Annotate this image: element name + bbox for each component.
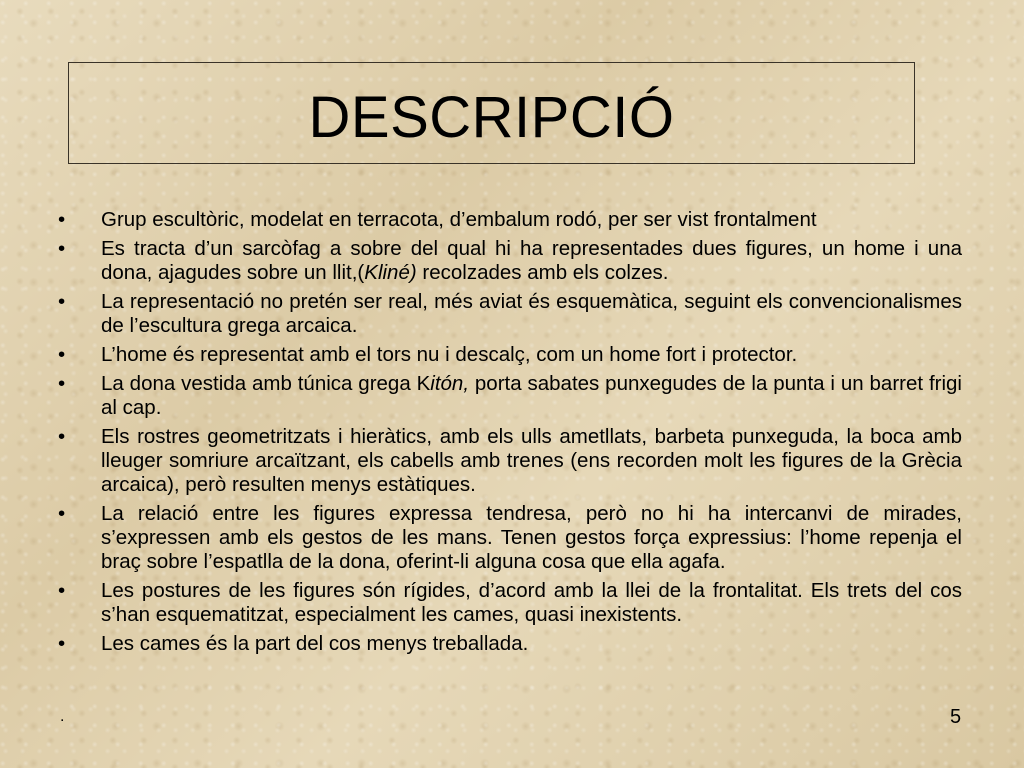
bullet-text: Grup escultòric, modelat en terracota, d’embalum rodó, per ser vist frontalment [101, 208, 817, 231]
slide-title: DESCRIPCIÓ [308, 85, 675, 150]
bullet-dot: • [58, 579, 66, 602]
bullet-dot: • [58, 343, 66, 366]
bullet-dot: • [58, 502, 66, 525]
bullet-item [58, 372, 962, 420]
bullet-item [58, 290, 962, 338]
bullet-dot: • [58, 208, 66, 231]
bullet-text: porta sabates punxegudes de la punta i un barret frigi al cap. [101, 372, 962, 419]
bullet-item [58, 502, 962, 574]
bullet-item [58, 208, 962, 232]
bullet-text: Les cames és la part del cos menys treballada. [101, 632, 529, 655]
bullet-text: Kliné) [364, 261, 417, 284]
bullet-item [58, 343, 962, 367]
footer-mark: . [60, 708, 65, 725]
page-number: 5 [950, 706, 962, 728]
bullet-dot: • [58, 632, 66, 655]
bullet-text: La representació no pretén ser real, més aviat és esquemàtica, seguint els convencionalismes de l’escultura grega arcaica. [101, 290, 962, 337]
title-box [68, 62, 915, 164]
bullet-text: Les postures de les figures són rígides, d’acord amb la llei de la frontalitat. Els trets del cos s’han esquematitzat, especialment les cames, quasi inexistents. [101, 579, 962, 626]
bullet-dot: • [58, 372, 66, 395]
bullet-text: recolzades amb els colzes. [416, 261, 669, 284]
bullet-dot: • [58, 290, 66, 313]
bullet-item [58, 579, 962, 627]
bullet-dot: • [58, 237, 66, 260]
bullet-item [58, 632, 962, 656]
bullet-text: itón, [430, 372, 470, 395]
bullet-list [58, 208, 962, 661]
bullet-text: La dona vestida amb túnica grega K [101, 372, 431, 395]
bullet-item [58, 425, 962, 497]
bullet-item [58, 237, 962, 285]
bullet-text: Els rostres geometritzats i hieràtics, amb els ulls ametllats, barbeta punxeguda, la boca amb lleuger somriure arcaïtzant, els cabells amb trenes (ens recorden molt les figures de la Grècia arcaica), però resulten menys estàtiques. [101, 425, 962, 496]
bullet-text: Es tracta d’un sarcòfag a sobre del qual hi ha representades dues figures, un home i una dona, ajagudes sobre un llit,( [101, 237, 962, 284]
bullet-text: La relació entre les figures expressa tendresa, però no hi ha intercanvi de mirades, s’expressen amb els gestos de les mans. Tenen gestos força expressius: l’home repenja el braç sobre l’espatlla de la dona, oferint-li alguna cosa que ella agafa. [101, 502, 962, 573]
bullet-dot: • [58, 425, 66, 448]
bullet-text: L’home és representat amb el tors nu i descalç, com un home fort i protector. [101, 343, 798, 366]
